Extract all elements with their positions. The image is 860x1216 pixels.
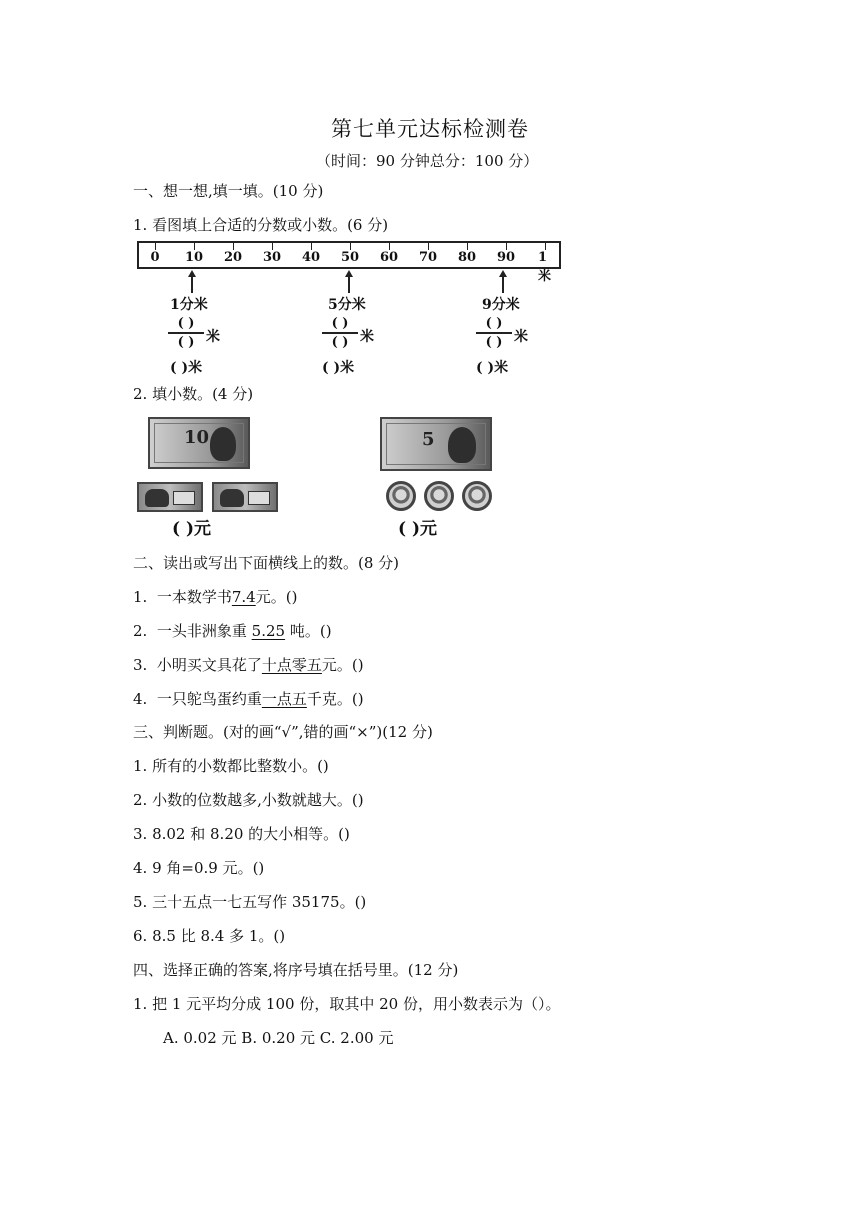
ruler-tick-label: 70	[418, 250, 438, 265]
ruler-tick-label: 0	[150, 250, 160, 265]
ruler-tick	[233, 243, 234, 250]
section3-heading: 三、判断题。(对的画“√”,错的画“×”)(12 分)	[133, 723, 433, 741]
ruler-tick-label: 1米	[538, 250, 552, 284]
section4-question-1-options: A. 0.02 元 B. 0.20 元 C. 2.00 元	[163, 1029, 394, 1047]
decimal-blank-1[interactable]: ( )米	[170, 360, 203, 376]
ruler-tick	[155, 243, 156, 250]
question-1-1: 1. 看图填上合适的分数或小数。(6 分)	[133, 216, 389, 234]
ruler-tick-label: 40	[301, 250, 321, 265]
coin-image-1	[386, 481, 416, 511]
fraction-unit-1: 米	[206, 329, 220, 345]
section3-item-5: 5. 三十五点一七五写作 35175。()	[133, 893, 367, 911]
mark-label-1: 1分米	[170, 297, 208, 313]
section3-item-3: 3. 8.02 和 8.20 的大小相等。()	[133, 825, 350, 843]
ruler-tick-label: 60	[379, 250, 399, 265]
ruler-tick	[194, 243, 195, 250]
coin-image-2	[424, 481, 454, 511]
decimal-blank-2[interactable]: ( )米	[322, 360, 355, 376]
answer-blank-left[interactable]: ( )元	[172, 519, 212, 539]
small-note-image-1	[137, 482, 203, 512]
ruler-tick-label: 90	[496, 250, 516, 265]
section2-item-4: 4. 一只鸵鸟蛋约重一点五千克。()	[133, 690, 364, 708]
underlined-number: 一点五	[261, 690, 307, 708]
five-yuan-note-image	[380, 417, 492, 471]
mark-label-3: 9分米	[482, 297, 520, 313]
section2-heading: 二、读出或写出下面横线上的数。(8 分)	[133, 554, 400, 572]
ruler-tick	[506, 243, 507, 250]
ruler-tick-label: 80	[457, 250, 477, 265]
section3-item-4: 4. 9 角=0.9 元。()	[133, 859, 265, 877]
section2-item-3: 3. 小明买文具花了十点零五元。()	[133, 656, 364, 674]
section1-heading: 一、想一想,填一填。(10 分)	[133, 182, 324, 200]
ruler-tick	[272, 243, 273, 250]
underlined-number: 十点零五	[261, 656, 322, 674]
decimal-blank-3[interactable]: ( )米	[476, 360, 509, 376]
fraction-blank-1[interactable]	[168, 316, 204, 350]
question-1-2: 2. 填小数。(4 分)	[133, 385, 254, 403]
coin-image-3	[462, 481, 492, 511]
note-value-left: 10	[184, 427, 210, 448]
section2-item-2: 2. 一头非洲象重 5.25 吨。()	[133, 622, 332, 640]
answer-blank-right[interactable]: ( )元	[398, 519, 438, 539]
section3-item-6: 6. 8.5 比 8.4 多 1。()	[133, 927, 286, 945]
fraction-numerator-1: ( )	[177, 316, 195, 331]
page-subtitle: （时间：90 分钟总分：100 分）	[316, 152, 539, 170]
ten-yuan-note-image	[148, 417, 250, 469]
fraction-blank-3[interactable]	[476, 316, 512, 350]
ruler-tick	[350, 243, 351, 250]
section3-item-1: 1. 所有的小数都比整数小。()	[133, 757, 329, 775]
note-value-right: 5	[422, 429, 435, 450]
underlined-number: 5.25	[251, 622, 286, 640]
section4-question-1: 1. 把 1 元平均分成 100 份，取其中 20 份，用小数表示为（）。	[133, 995, 561, 1013]
fraction-denominator-1: ( )	[177, 335, 195, 350]
ruler-tick-label: 50	[340, 250, 360, 265]
fraction-blank-2[interactable]	[322, 316, 358, 350]
ruler-tick-label: 30	[262, 250, 282, 265]
fraction-unit-2: 米	[360, 329, 374, 345]
ruler-tick	[428, 243, 429, 250]
fraction-numerator-3: ( )	[485, 316, 503, 331]
small-note-image-2	[212, 482, 278, 512]
fraction-denominator-2: ( )	[331, 335, 349, 350]
ruler-tick-label: 10	[184, 250, 204, 265]
fraction-denominator-3: ( )	[485, 335, 503, 350]
fraction-numerator-2: ( )	[331, 316, 349, 331]
ruler-tick	[311, 243, 312, 250]
fraction-unit-3: 米	[514, 329, 528, 345]
mark-label-2: 5分米	[328, 297, 366, 313]
ruler-tick	[467, 243, 468, 250]
section4-heading: 四、选择正确的答案,将序号填在括号里。(12 分)	[133, 961, 459, 979]
underlined-number: 7.4	[231, 588, 256, 606]
section3-item-2: 2. 小数的位数越多,小数就越大。()	[133, 791, 364, 809]
page-title: 第七单元达标检测卷	[331, 117, 529, 141]
ruler-figure	[137, 241, 561, 284]
ruler-tick	[389, 243, 390, 250]
ruler-tick	[545, 243, 546, 250]
section2-item-1: 1. 一本数学书7.4元。()	[133, 588, 298, 606]
ruler-tick-label: 20	[223, 250, 243, 265]
